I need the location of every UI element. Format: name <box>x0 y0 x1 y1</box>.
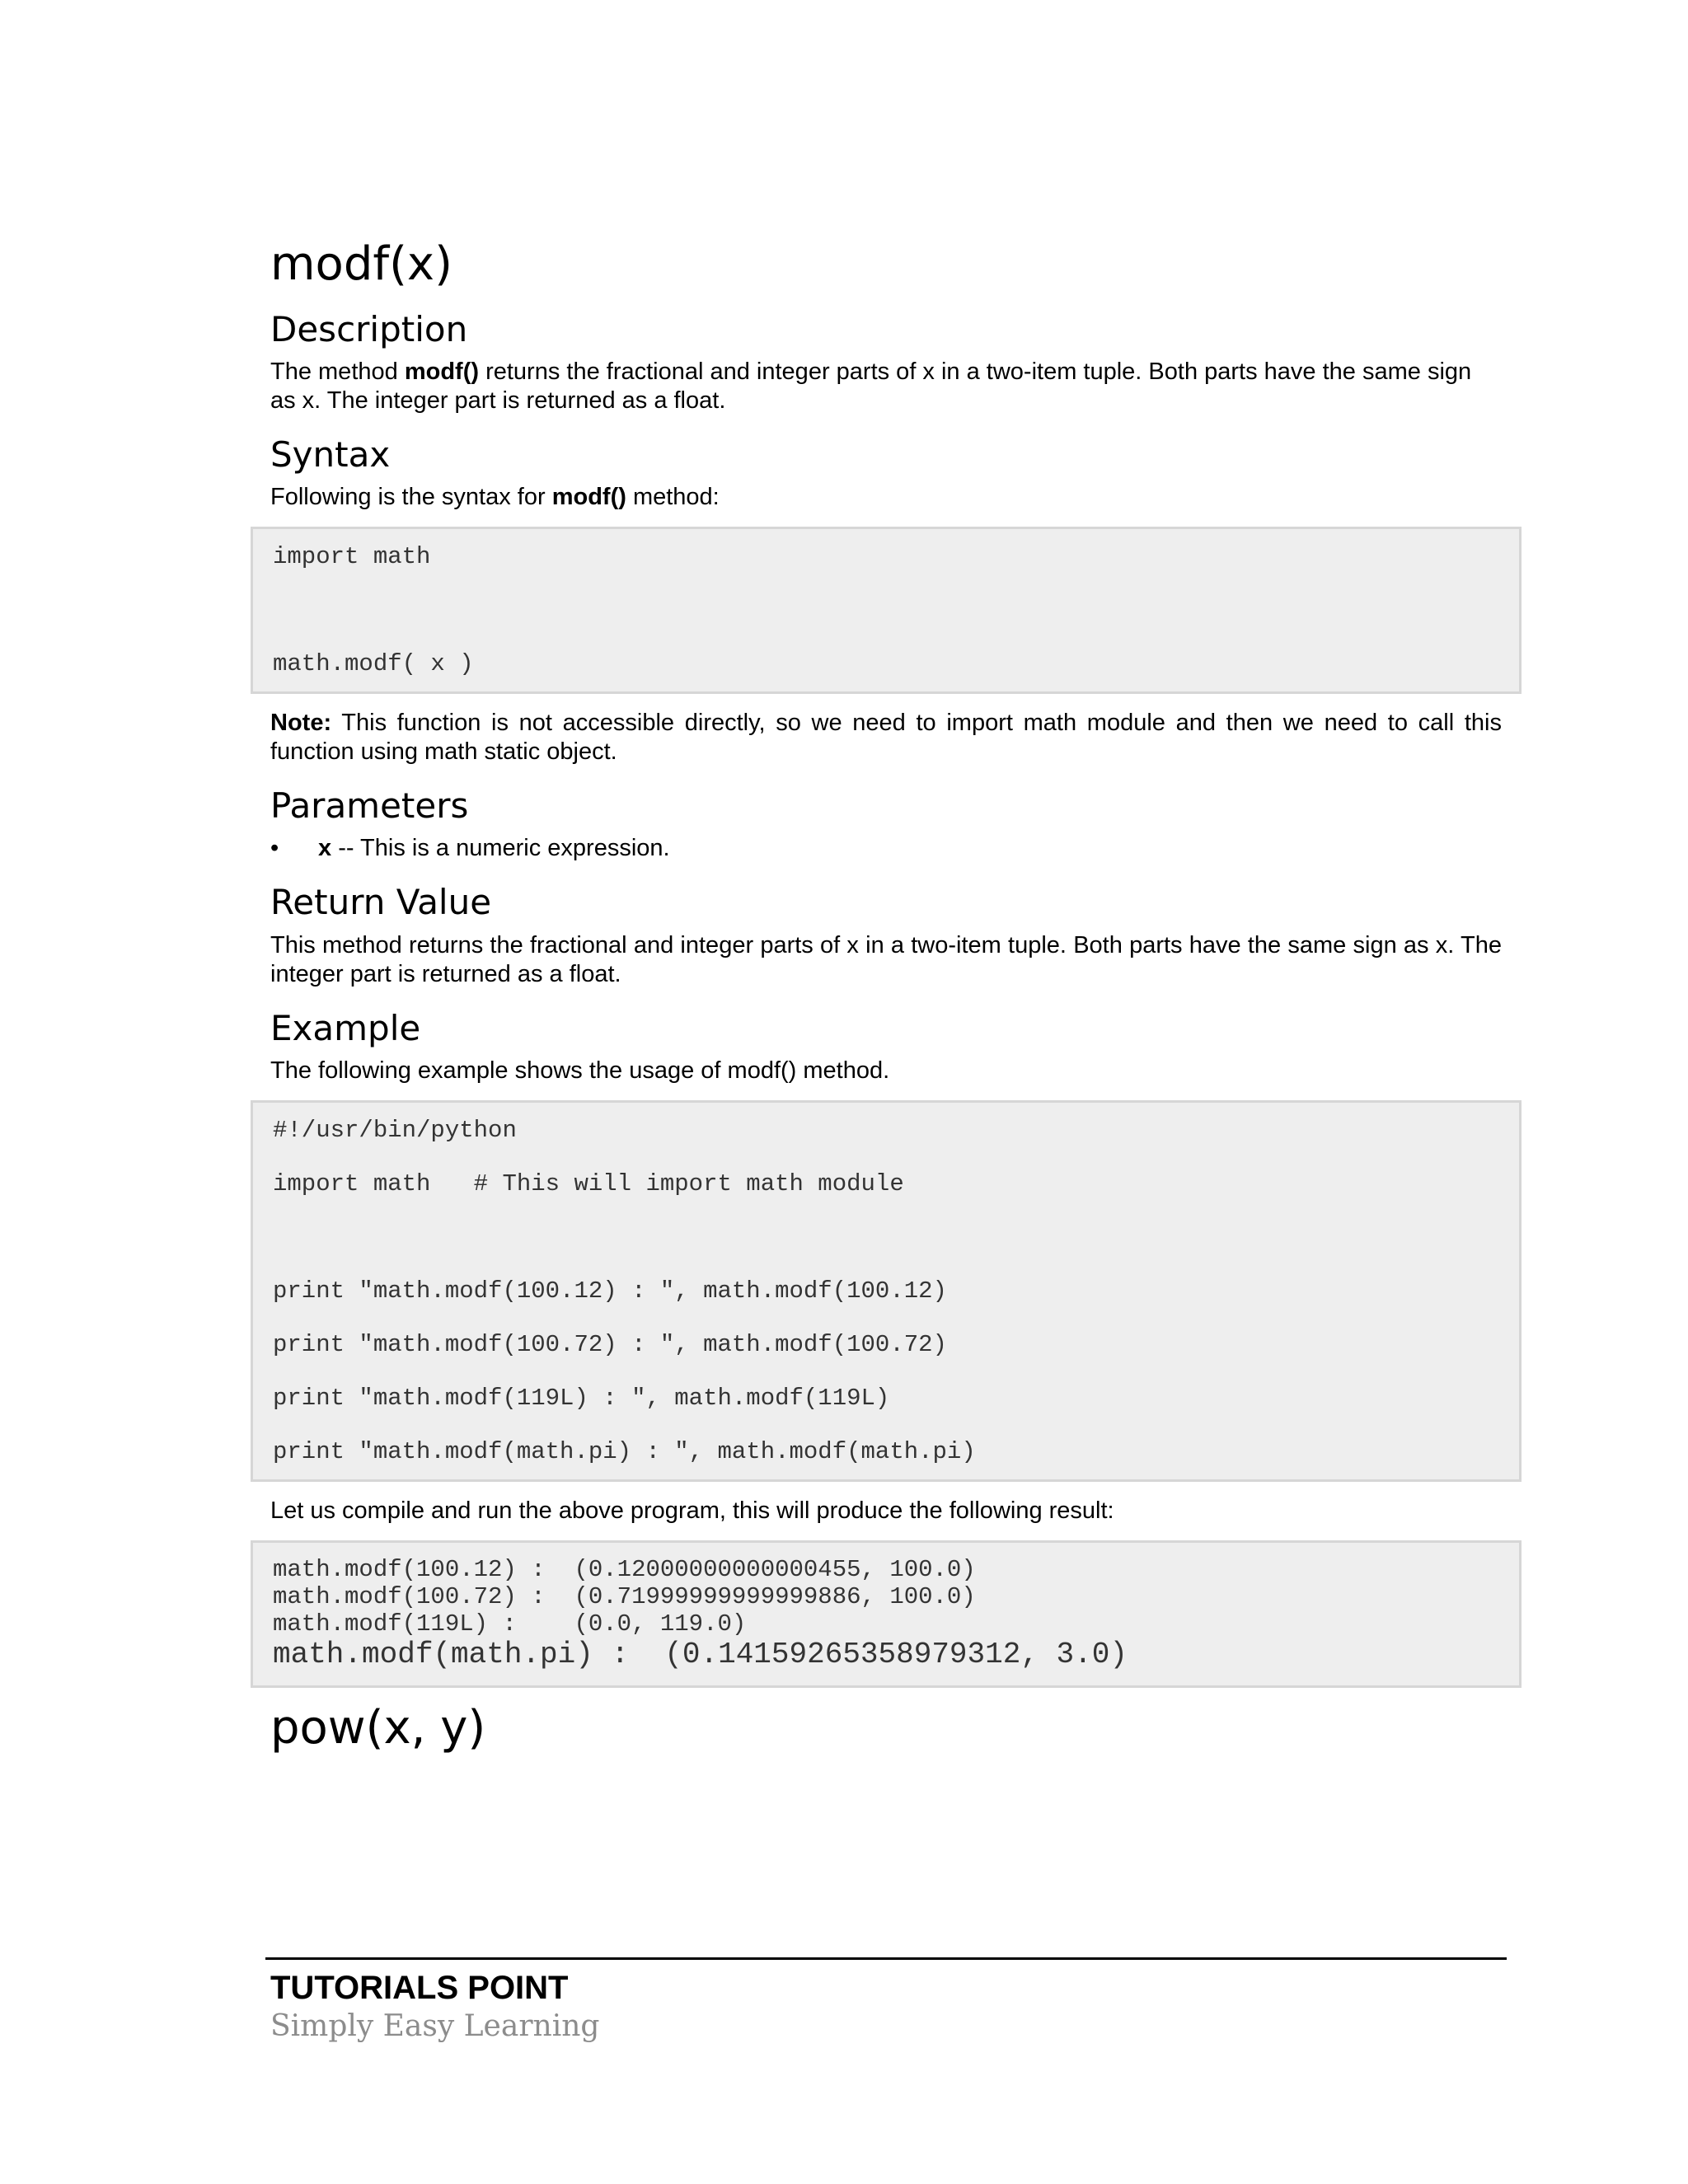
note-text <box>270 709 1502 766</box>
code-line: print "math.modf(100.72) : ", math.modf(100.72) <box>273 1331 947 1359</box>
code-line: import math <box>273 543 431 571</box>
list-item <box>270 834 1502 863</box>
parameter-description: -- This is a numeric expression. <box>331 835 670 862</box>
syntax-code-block <box>251 527 1522 694</box>
description-text-pre: The method <box>270 358 405 385</box>
code-line: math.modf( x ) <box>273 650 474 678</box>
code-line: print "math.modf(100.12) : ", math.modf(100.12) <box>273 1277 947 1305</box>
syntax-intro-pre: Following is the syntax for <box>270 484 552 511</box>
bullet-icon: • <box>270 835 279 862</box>
output-line: math.modf(math.pi) : (0.14159265358979312, 3.0) <box>273 1638 1128 1672</box>
description-heading: Description <box>270 308 468 349</box>
description-method-name: modf() <box>404 358 480 385</box>
document-page <box>270 239 1502 1774</box>
example-code-block <box>251 1100 1522 1482</box>
parameter-name: x <box>318 835 332 862</box>
return-value-heading: Return Value <box>270 882 492 923</box>
footer-tagline: Simply Easy Learning <box>270 2009 600 2043</box>
description-text-post: returns the fractional and integer parts of x in a two-item tuple. Both parts have the same sign as x. The integer part is returned as a float. <box>270 358 1472 414</box>
result-intro: Let us compile and run the above program, this will produce the following result: <box>270 1497 1114 1525</box>
return-value-text: This method returns the fractional and integer parts of x in a two-item tuple. Both parts have the same sign as x. The integer part is returned as a float. <box>270 931 1502 987</box>
example-intro: The following example shows the usage of modf() method. <box>270 1057 890 1085</box>
note-label: Note: <box>270 710 332 737</box>
code-blank-line <box>273 596 1499 625</box>
note-body: This function is not accessible directly, so we need to import math module and then we need to call this function using math static object. <box>270 710 1502 766</box>
example-heading: Example <box>270 1007 421 1048</box>
output-line: math.modf(119L) : (0.0, 119.0) <box>273 1610 747 1638</box>
footer-divider <box>265 1957 1507 1960</box>
code-line: import math # This will import math module <box>273 1170 904 1198</box>
output-line: math.modf(100.12) : (0.12000000000000455, 100.0) <box>273 1556 976 1584</box>
code-blank-line <box>273 1223 1499 1252</box>
parameters-list <box>270 834 1502 863</box>
output-line: math.modf(100.72) : (0.71999999999999886, 100.0) <box>273 1583 976 1611</box>
footer-brand: TUTORIALS POINT <box>270 1970 569 2006</box>
syntax-heading: Syntax <box>270 434 391 475</box>
parameters-heading: Parameters <box>270 785 469 827</box>
page-title: modf(x) <box>270 237 452 291</box>
next-section-title: pow(x, y) <box>270 1701 486 1755</box>
code-line: print "math.modf(math.pi) : ", math.modf(math.pi) <box>273 1438 976 1466</box>
description-text <box>270 358 1502 415</box>
syntax-intro-post: method: <box>626 484 720 511</box>
code-line: print "math.modf(119L) : ", math.modf(119L) <box>273 1385 890 1413</box>
output-code-block <box>251 1540 1522 1688</box>
syntax-method-name: modf() <box>551 484 626 511</box>
syntax-intro <box>270 483 1502 512</box>
code-line: #!/usr/bin/python <box>273 1117 517 1145</box>
